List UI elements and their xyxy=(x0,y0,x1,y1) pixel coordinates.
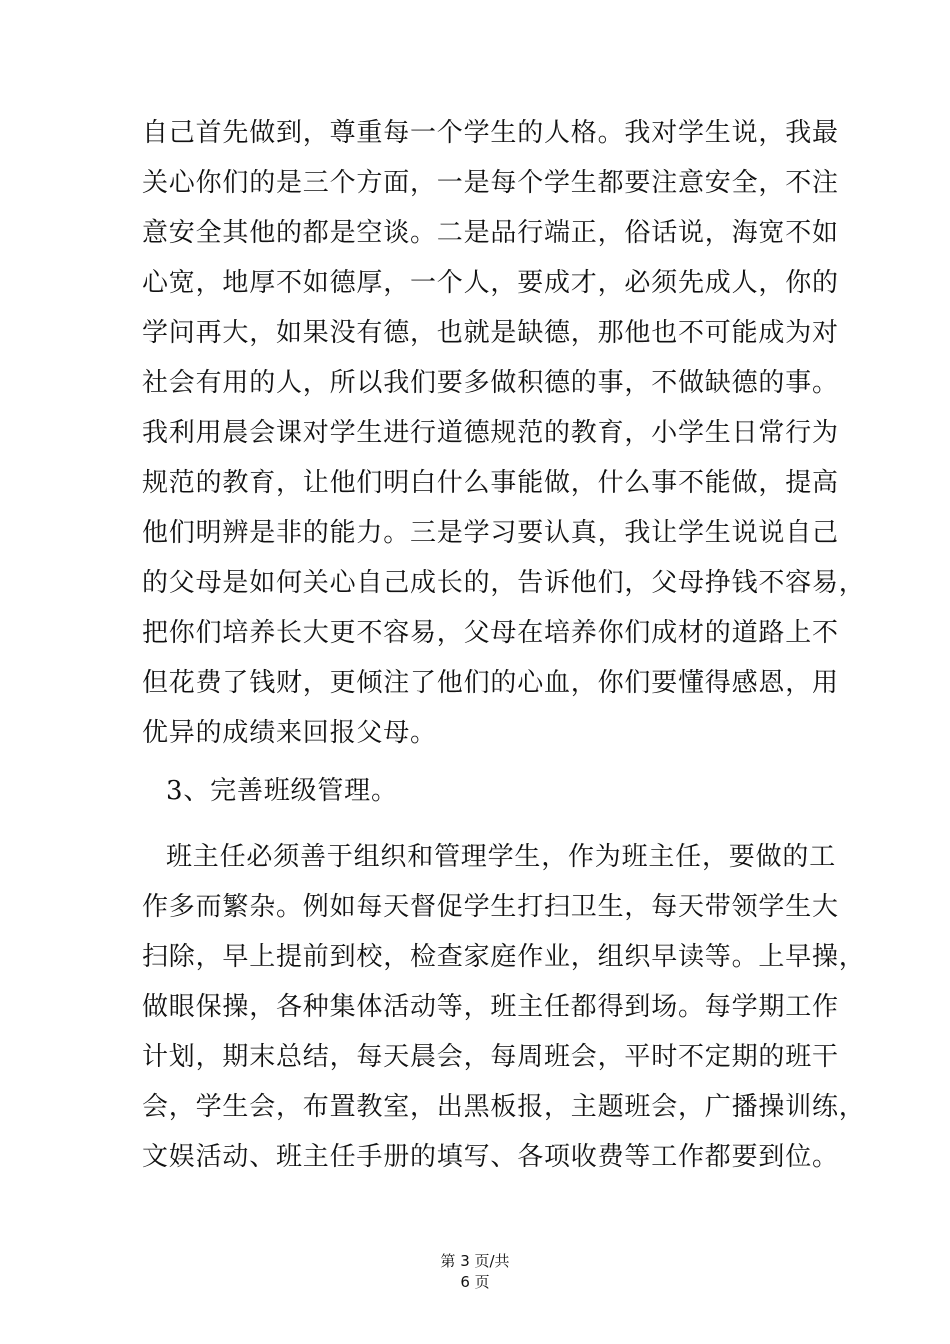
text-line: 规范的教育，让他们明白什么事能做，什么事不能做，提高 xyxy=(142,468,839,498)
text-line: 计划，期末总结，每天晨会，每周班会，平时不定期的班干 xyxy=(142,1042,839,1072)
page-number-line-1: 第 3 页/共 xyxy=(440,1252,510,1270)
text-line: 作多而繁杂。例如每天督促学生打扫卫生，每天带领学生大 xyxy=(142,892,839,922)
text-line: 把你们培养长大更不容易，父母在培养你们成材的道路上不 xyxy=(142,618,839,648)
text-line: 班主任必须善于组织和管理学生，作为班主任，要做的工 xyxy=(166,842,837,872)
text-line: 会，学生会，布置教室，出黑板报，主题班会，广播操训练， xyxy=(142,1092,866,1122)
text-line: 扫除，早上提前到校，检查家庭作业，组织早读等。上早操， xyxy=(142,942,866,972)
text-line: 社会有用的人，所以我们要多做积德的事，不做缺德的事。 xyxy=(142,368,839,398)
text-line: 做眼保操，各种集体活动等，班主任都得到场。每学期工作 xyxy=(142,992,839,1022)
text-line: 但花费了钱财，更倾注了他们的心血，你们要懂得感恩，用 xyxy=(142,668,839,698)
text-line: 他们明辨是非的能力。三是学习要认真，我让学生说说自己 xyxy=(142,518,839,548)
text-line: 自己首先做到，尊重每一个学生的人格。我对学生说，我最 xyxy=(142,118,839,148)
text-line: 学问再大，如果没有德，也就是缺德，那他也不可能成为对 xyxy=(142,318,839,348)
section-heading: 3、完善班级管理。 xyxy=(166,776,398,806)
text-line: 关心你们的是三个方面，一是每个学生都要注意安全，不注 xyxy=(142,168,839,198)
text-line: 的父母是如何关心自己成长的，告诉他们，父母挣钱不容易， xyxy=(142,568,866,598)
page-number-line-2: 6 页 xyxy=(460,1273,490,1291)
text-line: 文娱活动、班主任手册的填写、各项收费等工作都要到位。 xyxy=(142,1142,839,1172)
text-line: 我利用晨会课对学生进行道德规范的教育，小学生日常行为 xyxy=(142,418,839,448)
text-line: 优异的成绩来回报父母。 xyxy=(142,718,437,748)
text-line: 心宽，地厚不如德厚，一个人，要成才，必须先成人，你的 xyxy=(142,268,839,298)
text-line: 意安全其他的都是空谈。二是品行端正，俗话说，海宽不如 xyxy=(142,218,839,248)
